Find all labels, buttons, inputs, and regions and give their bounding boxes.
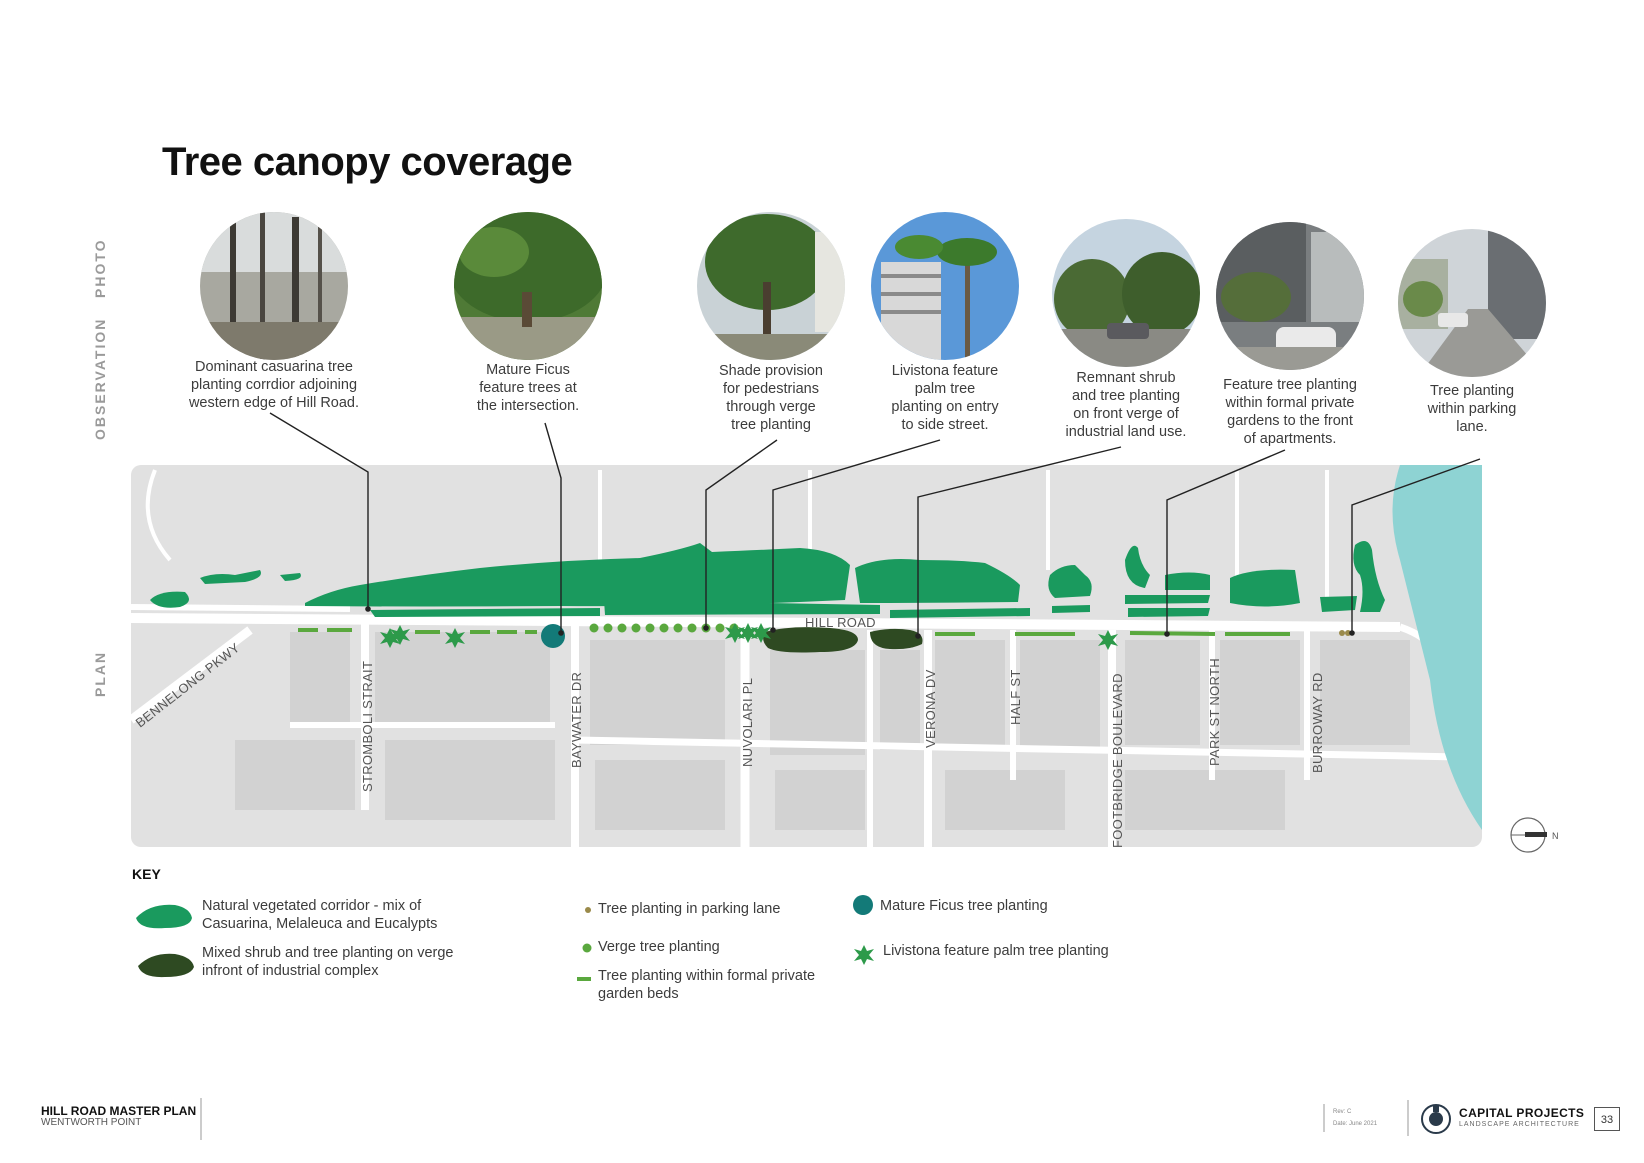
brand-name: CAPITAL PROJECTS [1459, 1106, 1585, 1120]
street-half: HALF ST [1008, 669, 1023, 725]
key-natural-corridor-symbol [136, 905, 192, 929]
brand-subtitle: LANDSCAPE ARCHITECTURE [1459, 1121, 1580, 1128]
caption-shade-provision: Shade provision for pedestrians through verge tree planting [719, 363, 823, 433]
key-parking-lane-symbol [585, 907, 591, 913]
caption-casuarina: Dominant casuarina tree planting corrdior adjoining western edge of Hill Road. [188, 359, 360, 411]
date-label: Date: June 2021 [1333, 1121, 1378, 1127]
street-nuvolari: NUVOLARI PL [740, 677, 755, 767]
key-formal-garden-symbol [577, 977, 591, 981]
key-palm-label: Livistona feature palm tree planting [883, 943, 1109, 959]
key-natural-corridor-label: Natural vegetated corridor - mix of Casuarina, Melaleuca and Eucalypts [202, 898, 438, 932]
street-baywater: BAYWATER DR [569, 671, 584, 768]
key-ficus-symbol [853, 895, 873, 915]
key-mixed-shrub-symbol [138, 954, 194, 977]
mixed-shrub-verge [763, 627, 922, 652]
capital-projects-logo-icon [1422, 1105, 1450, 1133]
key-mixed-shrub-label: Mixed shrub and tree planting on verge infront of industrial complex [202, 945, 454, 979]
page-number: 33 [1594, 1107, 1620, 1131]
key-verge-tree-label: Verge tree planting [598, 939, 720, 955]
caption-feature-tree: Feature tree planting within formal private gardens to the front of apartments. [1223, 377, 1357, 447]
caption-parking-lane: Tree planting within parking lane. [1427, 383, 1517, 435]
parking-lane-tree-marker [1339, 630, 1345, 636]
key-title: KEY [132, 866, 161, 882]
hill-road-label: HILL ROAD [805, 615, 876, 630]
key-palm-symbol [854, 945, 874, 965]
plan-section-label: PLAN [92, 650, 108, 697]
street-stromboli: STROMBOLI STRAIT [360, 660, 375, 792]
caption-ficus: Mature Ficus feature trees at the intersection. [476, 362, 580, 414]
key-formal-garden-label: Tree planting within formal private garden beds [598, 968, 816, 1002]
photo-section-label: PHOTO [92, 238, 108, 298]
project-subtitle: WENTWORTH POINT [41, 1117, 142, 1128]
caption-livistona: Livistona feature palm tree planting on entry to side street. [891, 363, 999, 433]
street-footbridge: FOOTBRIDGE BOULEVARD [1110, 673, 1125, 848]
street-park-st-north: PARK ST NORTH [1207, 658, 1222, 766]
street-burroway: BURROWAY RD [1310, 672, 1325, 773]
key-parking-lane-label: Tree planting in parking lane [598, 901, 781, 917]
project-title: HILL ROAD MASTER PLAN [41, 1104, 197, 1118]
key-ficus-label: Mature Ficus tree planting [880, 898, 1048, 914]
key-verge-tree-symbol [583, 944, 592, 953]
street-bennelong: BENNELONG PKWY [132, 639, 243, 731]
page-title: Tree canopy coverage [162, 140, 573, 184]
caption-remnant-shrub: Remnant shrub and tree planting on front verge of industrial land use. [1065, 370, 1187, 440]
revision-label: Rev: C [1333, 1109, 1352, 1115]
observation-section-label: OBSERVATION [92, 317, 108, 440]
street-verona: VERONA DV [923, 669, 938, 748]
svg-text:N: N [1552, 831, 1559, 841]
north-arrow-icon [1511, 818, 1559, 852]
